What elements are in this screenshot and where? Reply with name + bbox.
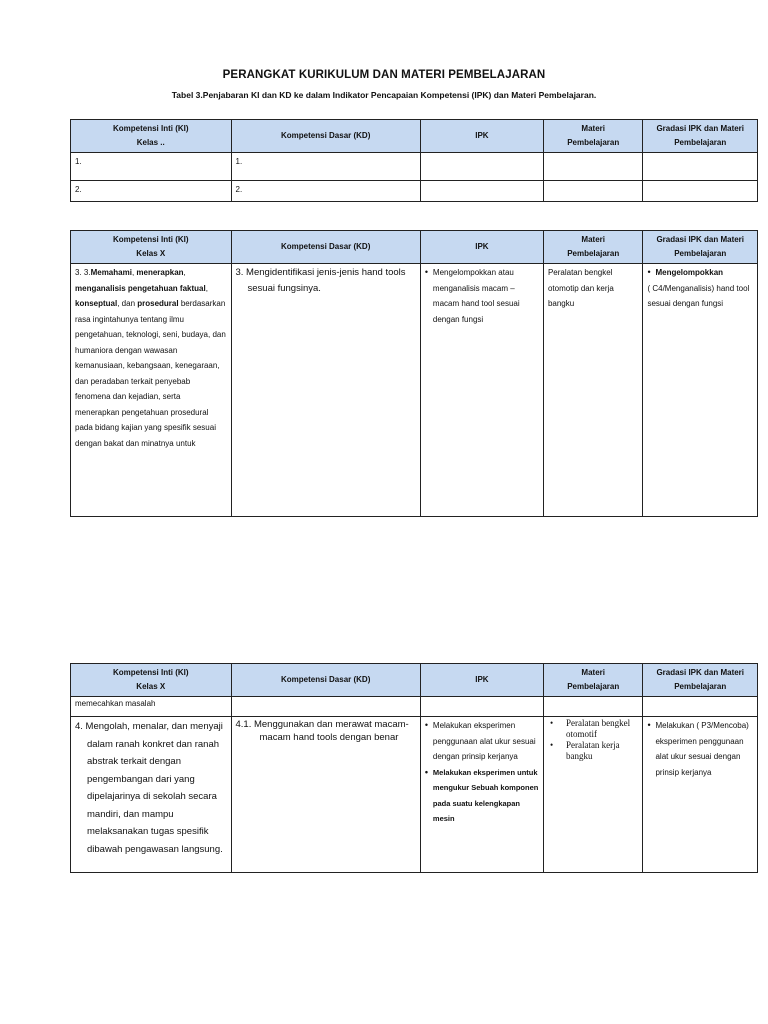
cell-ipk bbox=[420, 697, 543, 717]
table-row bbox=[71, 717, 758, 873]
table-row bbox=[71, 181, 758, 202]
cell-gradasi bbox=[643, 153, 758, 181]
table-ki4-kd4 bbox=[70, 663, 758, 873]
header-materi: Materi Pembelajaran bbox=[543, 120, 643, 153]
cell-materi bbox=[543, 697, 643, 717]
header-ki: Kompetensi Inti (KI) Kelas X bbox=[71, 231, 232, 264]
cell-ki: memecahkan masalah bbox=[71, 697, 232, 717]
header-ipk: IPK bbox=[420, 664, 543, 697]
cell-kd: 3. Mengidentifikasi jenis-jenis hand tools sesuai fungsinya. bbox=[231, 264, 420, 517]
header-materi: Materi Pembelajaran bbox=[543, 231, 643, 264]
list-item: • Peralatan kerja bangku bbox=[550, 740, 639, 762]
cell-kd: 1. bbox=[231, 153, 420, 181]
list-item: • Mengelompokkan bbox=[647, 265, 753, 281]
header-gradasi: Gradasi IPK dan Materi Pembelajaran bbox=[643, 120, 758, 153]
cell-ki: 2. bbox=[71, 181, 232, 202]
cell-materi bbox=[543, 717, 643, 873]
cell-gradasi bbox=[643, 697, 758, 717]
header-materi: Materi Pembelajaran bbox=[543, 664, 643, 697]
header-kd: Kompetensi Dasar (KD) bbox=[231, 664, 420, 697]
page-title: PERANGKAT KURIKULUM DAN MATERI PEMBELAJARAN bbox=[222, 69, 546, 81]
header-ki: Kompetensi Inti (KI) Kelas .. bbox=[71, 120, 232, 153]
table-row bbox=[71, 697, 758, 717]
cell-ki: 4. Mengolah, menalar, dan menyaji dalam ranah konkret dan ranah abstrak terkait dengan pengembangan dari yang dipelajarinya di sekolah secara mandiri, dan mampu melaksanakan tugas spesifik dibawah pengawasan langsung. bbox=[71, 717, 232, 873]
table-ki3-kd3 bbox=[70, 230, 758, 517]
list-item: • Peralatan bengkel otomotif bbox=[550, 718, 639, 740]
header-gradasi: Gradasi IPK dan Materi Pembelajaran bbox=[643, 231, 758, 264]
cell-materi: Peralatan bengkel otomotip dan kerja bangku bbox=[543, 264, 643, 517]
header-kd: Kompetensi Dasar (KD) bbox=[231, 231, 420, 264]
header-kd: Kompetensi Dasar (KD) bbox=[231, 120, 420, 153]
cell-kd: 2. bbox=[231, 181, 420, 202]
table-caption: Tabel 3.Penjabaran KI dan KD ke dalam Indikator Pencapaian Kompetensi (IPK) dan Materi Pembelajaran. bbox=[171, 90, 597, 100]
list-item: • Melakukan eksperimen untuk mengukur Sebuah komponen pada suatu kelengkapan mesin bbox=[425, 765, 539, 827]
cell-ki: 3. 3.Memahami, menerapkan, menganalisis pengetahuan faktual, konseptual, dan prosedural berdasarkan rasa ingintahunya tentang ilmu pengetahuan, teknologi, seni, budaya, dan humaniora dengan wawasan kemanusiaan, kebangsaan, kenegaraan, dan peradaban terkait penyebab fenomena dan kejadian, serta menerapkan pengetahuan prosedural pada bidang kajian yang spesifik sesuai dengan bakat dan minatnya untuk bbox=[71, 264, 232, 517]
table-ki-kd-template bbox=[70, 119, 758, 202]
header-ipk: IPK bbox=[420, 231, 543, 264]
cell-ipk bbox=[420, 264, 543, 517]
cell-ipk bbox=[420, 717, 543, 873]
list-item: • Mengelompokkan atau menganalisis macam – macam hand tool sesuai dengan fungsi bbox=[425, 265, 539, 327]
cell-kd bbox=[231, 697, 420, 717]
cell-ki: 1. bbox=[71, 153, 232, 181]
table-row bbox=[71, 153, 758, 181]
header-ipk: IPK bbox=[420, 120, 543, 153]
cell-ipk bbox=[420, 181, 543, 202]
header-ki: Kompetensi Inti (KI) Kelas X bbox=[71, 664, 232, 697]
cell-gradasi bbox=[643, 717, 758, 873]
cell-materi bbox=[543, 153, 643, 181]
list-item: • Melakukan ( P3/Mencoba) eksperimen penggunaan alat ukur sesuai dengan prinsip kerjanya bbox=[647, 718, 753, 780]
header-gradasi: Gradasi IPK dan Materi Pembelajaran bbox=[643, 664, 758, 697]
cell-gradasi bbox=[643, 181, 758, 202]
table-row bbox=[71, 264, 758, 517]
cell-materi bbox=[543, 181, 643, 202]
cell-ipk bbox=[420, 153, 543, 181]
cell-kd: 4.1. Menggunakan dan merawat macam-macam hand tools dengan benar bbox=[231, 717, 420, 873]
cell-gradasi: • Mengelompokkan ( C4/Menganalisis) hand tool sesuai dengan fungsi bbox=[643, 264, 758, 517]
list-item: • Melakukan eksperimen penggunaan alat ukur sesuai dengan prinsip kerjanya bbox=[425, 718, 539, 765]
